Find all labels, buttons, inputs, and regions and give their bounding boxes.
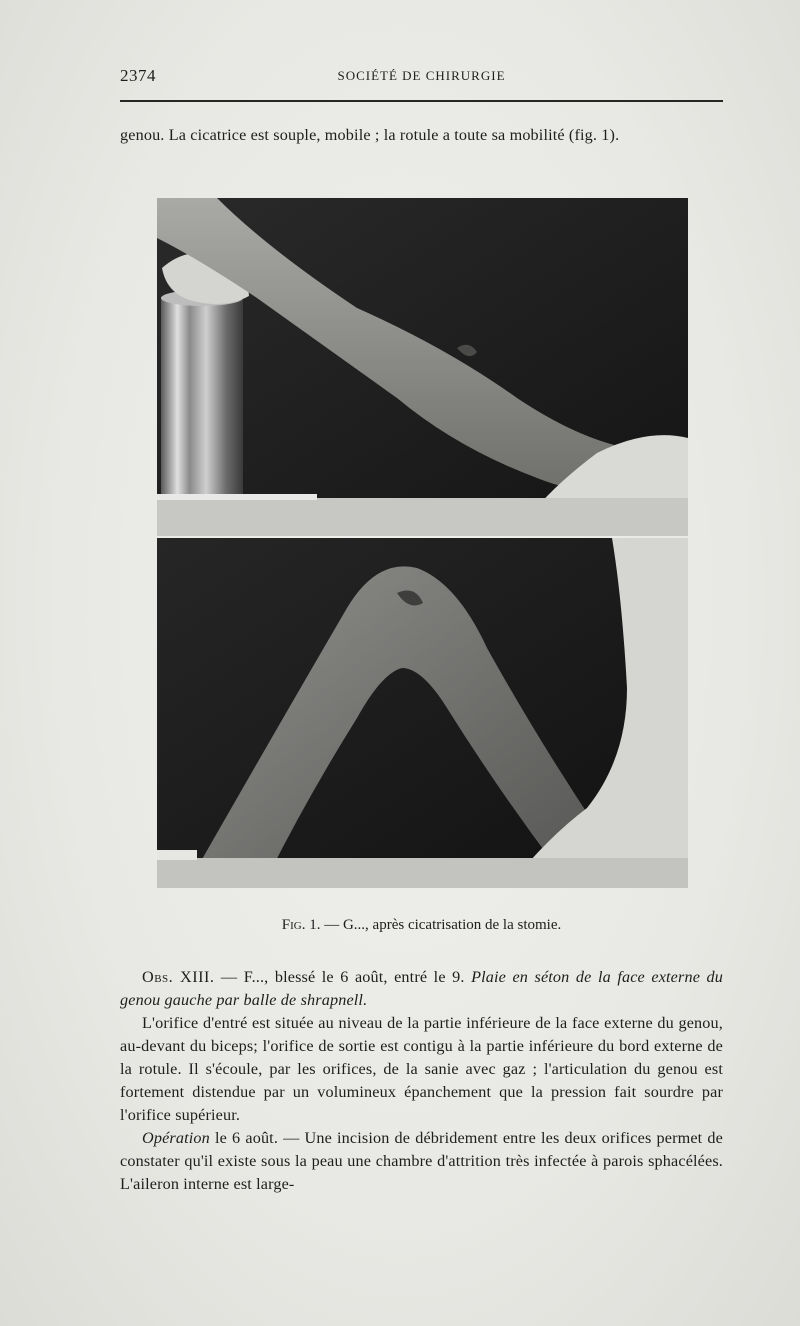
observation-label: Obs. XIII. — [142, 968, 215, 986]
observation-paragraph-2: L'orifice d'entré est située au niveau de la partie inférieure de la face externe du genou, au-devant du biceps; l'orifice de sortie est contigu à la partie inférieure du bord externe de la rotule. Il s'écoule, par les orifices, de la sanie avec gaz ; l'articulation du genou est fortement distendue par un volumineux épanchement que la pression fait sourdre par l'orifice supérieur. — [120, 1014, 723, 1124]
observation-paragraph-3 — [120, 1127, 723, 1196]
caption-text: — G..., après cicatrisation de la stomie. — [320, 917, 562, 933]
observation-block — [120, 966, 723, 1196]
observation-paragraph-1 — [120, 966, 723, 1012]
page-number: 2374 — [120, 66, 156, 85]
observation-diagnosis: Plaie en séton de la face externe du genou gauche par balle de shrapnell. — [120, 968, 723, 1009]
figure-photo-top — [157, 198, 688, 536]
header-rule — [120, 100, 723, 102]
figure-photo-bottom — [157, 538, 688, 888]
journal-title: SOCIÉTÉ DE CHIRURGIE — [337, 68, 506, 83]
intro-paragraph: genou. La cicatrice est souple, mobile ; la rotule a toute sa mobilité (fig. 1). — [120, 126, 620, 144]
figure-caption — [120, 917, 723, 934]
running-head — [120, 64, 723, 88]
operation-text: le 6 août. — Une incision de débridement entre les deux orifices permet de constater qu'il existe sous la peau une chambre d'attrition très infectée à parois sphacélées. L'aileron interne est large- — [120, 1129, 723, 1193]
observation-lead: — F..., blessé le 6 août, entré le 9. — [214, 968, 472, 986]
operation-label: Opération — [142, 1129, 210, 1147]
caption-label: Fig. 1. — [281, 917, 321, 933]
